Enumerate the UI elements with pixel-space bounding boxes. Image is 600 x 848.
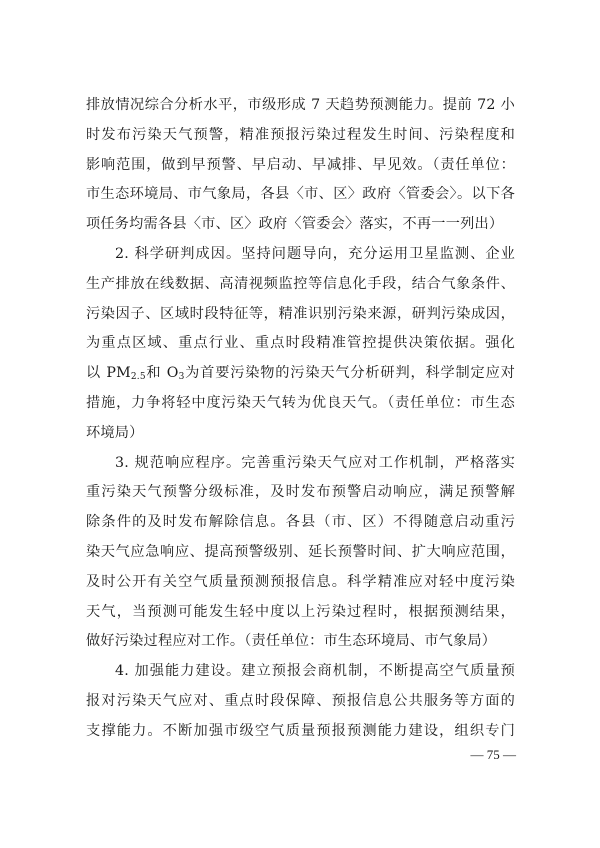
page-number: — 75 — (470, 747, 516, 762)
paragraph-2-heading-line: 2. 科学研判成因。坚持问题导向，充分运用卫星监测、企业 (115, 245, 515, 262)
text-line: 及时公开有关空气质量预测预报信息。科学精准应对轻中度污染 (86, 573, 515, 590)
text-line: 为重点区域、重点行业、重点时段精准管控提供决策依据。强化 (86, 335, 515, 352)
paragraph-4-heading-line: 4. 加强能力建设。建立预报会商机制，不断提高空气质量预 (115, 663, 515, 680)
text-line: 影响范围，做到早预警、早启动、早减排、早见效。（责任单位： (86, 156, 515, 173)
text-fragment: 和 O (145, 365, 179, 382)
text-line: 市生态环境局、市气象局，各县〈市、区〉政府〈管委会〉。以下各 (86, 186, 515, 203)
document-body (86, 91, 515, 747)
text-line: 天气，当预测可能发生轻中度以上污染过程时，根据预测结果， (86, 603, 515, 620)
subscript-o3: 3 (178, 372, 185, 383)
text-line: 项任务均需各县〈市、区〉政府〈管委会〉落实，不再一一列出） (86, 216, 504, 233)
paragraph-3-heading-line: 3. 规范响应程序。完善重污染天气应对工作机制，严格落实 (115, 454, 515, 471)
text-fragment: 为首要污染物的污染天气分析研判，科学制定应对 (184, 365, 515, 382)
text-line: 措施，力争将轻中度污染天气转为优良天气。（责任单位：市生态 (86, 394, 515, 411)
text-line: 生产排放在线数据、高清视频监控等信息化手段，结合气象条件、 (86, 275, 515, 292)
text-line: 环境局） (86, 424, 144, 441)
text-line: 报对污染天气应对、重点时段保障、预报信息公共服务等方面的 (86, 692, 515, 709)
text-line: 污染因子、区域时段特征等，精准识别污染来源，研判污染成因， (86, 305, 515, 322)
text-line: 时发布污染天气预警，精准预报污染过程发生时间、污染程度和 (86, 126, 515, 143)
text-line: 做好污染过程应对工作。（责任单位：市生态环境局、市气象局） (86, 633, 497, 650)
subscript-pm25: 2.5 (130, 372, 146, 383)
text-line: 染天气应急响应、提高预警级别、延长预警时间、扩大响应范围， (86, 543, 515, 560)
text-fragment: 以 PM (86, 365, 131, 382)
text-line: 排放情况综合分析水平，市级形成 7 天趋势预测能力。提前 72 小 (86, 97, 515, 113)
text-line: 除条件的及时发布解除信息。各县（市、区）不得随意启动重污 (86, 514, 515, 531)
text-line: 支撑能力。不断加强市级空气质量预报预测能力建设，组织专门 (86, 722, 515, 739)
text-line-with-subscripts (86, 359, 515, 389)
text-line: 重污染天气预警分级标准，及时发布预警启动响应，满足预警解 (86, 484, 515, 501)
